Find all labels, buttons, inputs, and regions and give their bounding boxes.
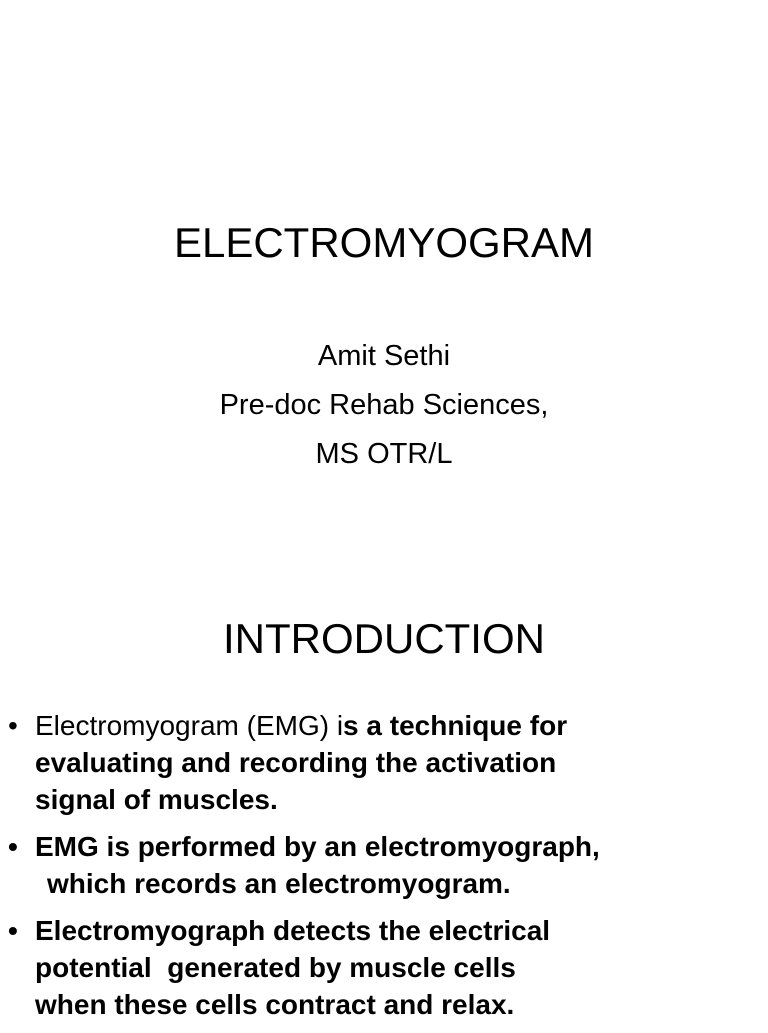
author-name: Amit Sethi	[317, 340, 451, 372]
bullet-line: EMG is performed by an electromyograph,	[35, 831, 600, 862]
bullet-item	[8, 828, 768, 902]
bullet-line: when these cells contract and relax.	[35, 989, 515, 1020]
bullet-line: Electromyograph detects the electrical	[35, 915, 551, 946]
bullet-line: potential generated by muscle cells	[35, 952, 516, 983]
bullet-line: which records an electromyogram.	[47, 868, 511, 899]
bullet-dot: •	[8, 915, 18, 946]
bullet-text-bold: s a technique for	[343, 710, 568, 741]
author-affiliation: Pre-doc Rehab Sciences,	[219, 389, 549, 421]
author-credentials: MS OTR/L	[315, 438, 453, 470]
bullet-line: signal of muscles.	[35, 784, 278, 815]
bullet-item	[8, 912, 768, 1023]
subtitle-block	[0, 332, 768, 479]
bullet-text-normal: Electromyogram (EMG) i	[35, 710, 344, 741]
bullet-list	[8, 707, 768, 1033]
bullet-line: evaluating and recording the activation	[35, 747, 557, 778]
section-title: INTRODUCTION	[223, 615, 545, 662]
introduction-slide	[0, 576, 768, 1024]
slide-title: ELECTROMYOGRAM	[173, 219, 595, 266]
bullet-dot: •	[8, 710, 18, 741]
bullet-item	[8, 707, 768, 818]
bullet-dot: •	[8, 831, 18, 862]
bullet-line	[35, 707, 768, 744]
